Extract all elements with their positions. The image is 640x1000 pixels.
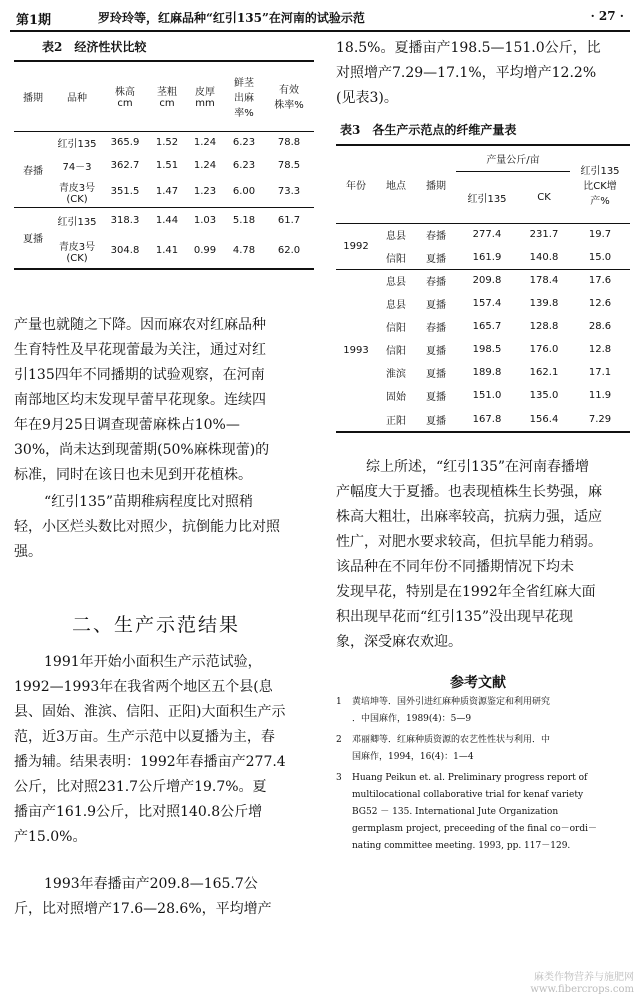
table3-th-ck: CK [537,191,551,203]
table3-cell: 12.8 [588,344,612,355]
table3-th-yield-group: 产量公斤/亩 [456,145,570,171]
th-line: 红引135 [580,165,620,177]
table2-cell: 362.7 [110,160,140,171]
table3-cell: 信阳 [386,346,406,357]
text-line: 性广，对肥水要求较高，但抗旱能力稍弱。 [336,534,602,550]
table2-cell: 1.41 [155,245,179,256]
page-number: · 27 · [590,9,624,23]
table3-cell: 夏播 [426,369,446,380]
table3-cell: 息县 [386,300,406,311]
left-paragraph-3 [14,650,286,850]
left-paragraph-2 [14,490,280,565]
table-row [336,292,630,315]
table3-header-row [336,145,630,171]
table2-th-fiber [224,61,264,131]
table3-cell: 19.7 [588,229,612,241]
text-line: 南部地区均末发现早蕾早花现象。连续四 [14,392,266,408]
table3-cell: 春播 [426,277,446,289]
table3-cell: 176.0 [529,344,559,355]
variety-line: 青皮3号 [58,182,96,194]
table3-cell: 信阳 [386,323,406,334]
right-paragraph-1 [336,36,601,111]
table2-cell: 6.23 [232,137,256,149]
references-title: 参考文献 [450,675,506,691]
table2-th-height [102,61,148,131]
table2-variety: 红引135 [57,216,97,228]
text-line: 年在9月25日调查现蕾麻株占10%— [14,417,240,433]
text-line: 生育特性及早花现蕾最为关注，通过对红 [14,342,266,358]
reference-line: Huang Peikun et. al. Preliminary progress report of [352,773,588,783]
th-line: mm [195,98,215,110]
table2-variety [52,177,102,207]
watermark-line: www.fibercrops.com [530,984,634,995]
table3-cell: 正阳 [386,415,406,427]
table2-cell: 1.44 [155,214,179,226]
th-line: 茎粗 [157,87,177,99]
table2-cell: 4.78 [232,245,256,256]
table3-cell: 161.9 [472,251,502,263]
table3-caption: 表3 各生产示范点的纤维产量表 [340,123,517,137]
table3-cell: 夏播 [426,346,446,357]
table2-th-bark [186,61,224,131]
reference-line: 国麻作，1994，16(4)：1—4 [352,752,474,762]
table3-cell: 178.4 [529,275,559,287]
text-line: “红引135”苗期稚病程度比对照稍 [44,494,254,510]
section-title: 二、生产示范结果 [72,614,241,636]
table-row [14,131,314,154]
watermark [530,972,634,996]
text-line: 范，近3万亩。生产示范中以夏播为主，春 [14,729,275,745]
table3-cell: 春播 [426,323,446,334]
table3-cell: 140.8 [529,251,559,263]
reference-item [336,694,632,728]
table2-cell: 1.24 [193,137,217,149]
table3-th-hy: 红引135 [467,193,507,205]
table2-cell: 61.7 [277,214,301,226]
table2-cell: 1.03 [193,214,217,226]
text-line: 公斤，比对照231.7公斤增产19.7%。夏 [14,779,267,795]
reference-line: germplasm project, preceeding of the final co－ordi－ [352,824,597,834]
table2-cell: 62.0 [277,245,301,256]
table3-cell: 162.1 [529,367,559,378]
table2-variety [52,233,102,269]
th-line: 鲜茎 [234,77,254,89]
text-line: 综上所述，“红引135”在河南春播增 [366,459,590,475]
text-line: 标准，同时在该日也未见到开花植株。 [14,467,252,483]
table3-cell: 17.1 [588,367,612,378]
running-title: 罗玲玲等，红麻品种“红引135”在河南的试验示范 [98,11,365,25]
left-paragraph-1 [14,313,269,488]
table3-cell: 167.8 [472,413,502,425]
text-line: 轻，小区烂头数比对照少，抗倒能力比对照 [14,519,280,535]
table2 [14,60,314,270]
table-row [336,246,630,269]
table-row [336,269,630,292]
table2-cell: 1.52 [155,137,179,149]
text-line: 1993年春播亩产209.8—165.7公 [44,876,258,892]
text-line: 象，深受麻农欢迎。 [336,634,462,650]
th-line: 株高 [115,87,135,99]
table3-th-year: 年份 [336,145,376,223]
th-line: 皮厚 [195,87,215,99]
table2-cell: 0.99 [193,245,217,256]
text-line: 对照增产7.29—17.1%，平均增产12.2% [336,65,597,81]
text-line: 株高大粗壮，出麻率较高，抗病力强，适应 [336,509,602,525]
text-line: 播为辅。结果表明：1992年春播亩产277.4 [14,754,286,770]
table-row [14,154,314,177]
table-row [14,233,314,269]
table-row [336,338,630,361]
table3-cell: 135.0 [529,390,559,401]
table3-cell: 277.4 [472,229,502,241]
text-line: 18.5%。夏播亩产198.5—151.0公斤，比 [336,40,601,56]
issue-label: 第1期 [16,13,52,28]
table3-cell: 夏播 [426,253,446,265]
table3-cell: 息县 [386,231,406,243]
table3-cell: 信阳 [386,253,406,265]
table2-cell: 6.23 [232,160,256,171]
table2-header-row [14,61,314,131]
reference-number: 1 [336,697,342,707]
text-line: 引135四年不同播期的试验观察，在河南 [14,367,265,383]
reference-number: 2 [336,735,342,745]
table-row [14,177,314,207]
table3-cell: 151.0 [472,390,502,401]
table3-cell: 128.8 [529,321,559,332]
th-line: 率% [234,107,254,119]
text-line: 积出现早花而“红引135”没出现早花现 [336,609,574,625]
reference-line: multilocational collaborative trial for kenaf variety [352,790,584,800]
table3-cell: 139.8 [529,298,559,309]
table3-cell: 209.8 [472,275,502,287]
text-line: 播亩产161.9公斤，比对照140.8公斤增 [14,804,263,820]
text-line: 发现早花，特别是在1992年全省红麻大面 [336,584,596,600]
table2-th-effective [264,61,314,131]
table3-year: 1992 [343,240,369,252]
table3-cell: 198.5 [472,344,502,355]
table3-cell: 17.6 [588,275,612,287]
text-line: 1992—1993年在我省两个地区五个县(息 [14,679,273,695]
table3-th-increase [570,145,630,223]
table2-cell: 78.8 [277,137,301,149]
th-line: 株率% [274,100,304,112]
table2-cell: 1.24 [193,160,217,171]
table-row [336,223,630,246]
table3 [336,144,630,433]
table2-cell: 78.5 [277,160,301,171]
text-line: 30%，尚未达到现蕾期(50%麻株现蕾)的 [14,442,270,458]
table3-cell: 淮滨 [386,369,406,380]
table-row [336,361,630,384]
text-line: 斤，比对照增产17.6—28.6%，平均增产 [14,901,272,917]
table2-variety: 红引135 [57,139,97,151]
table3-th-site: 地点 [376,145,416,223]
table3-cell: 夏播 [426,300,446,311]
table2-caption: 表2 经济性状比较 [42,40,147,54]
text-line: 县、固始、淮滨、信阳、正阳)大面积生产示 [14,704,286,720]
table2-cell: 304.8 [110,245,140,256]
reference-number: 3 [336,773,342,783]
table2-cell: 1.23 [193,186,217,198]
table-row [336,315,630,338]
table2-th-season: 播期 [23,92,43,104]
reference-line: ．中国麻作，1989(4)：5—9 [352,714,472,724]
table2-variety: 74－3 [62,162,92,173]
reference-line: BG52 － 135. International Jute Organization [352,807,559,817]
table2-cell: 1.47 [155,186,179,198]
table2-season: 春播 [23,165,43,177]
table-row [14,207,314,233]
th-line: cm [159,98,175,110]
text-line: (见表3)。 [336,90,398,106]
variety-line: (CK) [66,252,88,264]
table3-cell: 189.8 [472,367,502,378]
table3-cell: 夏播 [426,392,446,403]
reference-item [336,770,632,855]
table2-cell: 318.3 [110,214,140,226]
text-line: 产幅度大于夏播。也表现植株生长势强，麻 [336,484,602,500]
table3-year: 1993 [343,344,369,356]
table-row [336,384,630,407]
table3-cell: 156.4 [529,413,559,425]
variety-line: 青皮3号 [58,241,96,253]
text-line: 1991年开始小面积生产示范试验， [44,654,262,670]
th-line: 比CK增 [583,180,617,192]
table3-cell: 15.0 [588,251,612,263]
watermark-line: 麻类作物营养与施肥网 [534,972,634,983]
table3-cell: 固始 [386,392,406,403]
right-paragraph-2 [336,455,602,655]
th-line: 出麻 [234,92,254,104]
reference-item [336,732,632,766]
th-line: 有效 [279,85,299,97]
running-header [10,6,630,32]
text-line: 强。 [14,544,42,560]
reference-line: 黄培坤等．国外引进红麻种质资源鉴定和利用研究 [352,697,551,707]
table2-cell: 73.3 [277,186,301,198]
table3-cell: 157.4 [472,298,502,309]
table3-cell: 息县 [386,277,406,289]
table3-cell: 28.6 [588,321,612,332]
table2-cell: 1.51 [155,160,179,171]
th-line: 产% [590,195,610,207]
table3-cell: 春播 [426,231,446,243]
table2-th-variety: 品种 [67,92,87,104]
table3-cell: 11.9 [588,390,612,401]
references-list [336,694,632,859]
table2-cell: 365.9 [110,137,140,149]
table2-cell: 6.00 [232,186,256,198]
table2-season: 夏播 [23,234,43,246]
table3-cell: 夏播 [426,415,446,427]
table3-cell: 12.6 [588,298,612,309]
variety-line: (CK) [66,193,88,205]
table3-cell: 165.7 [472,321,502,332]
text-line: 产量也就随之下降。因而麻农对红麻品种 [14,317,266,333]
left-paragraph-4 [14,872,272,922]
reference-line: nating committee meeting. 1993, pp. 117－129. [352,841,571,851]
table-row [336,407,630,432]
text-line: 该品种在不同年份不同播期情况下均未 [336,559,574,575]
th-line: cm [117,98,133,110]
table2-cell: 351.5 [110,186,140,198]
table2-th-stem [148,61,186,131]
table3-th-season: 播期 [416,145,456,223]
table2-cell: 5.18 [232,214,256,226]
text-line: 产15.0%。 [14,829,87,845]
table3-cell: 7.29 [588,413,612,425]
reference-line: 邓丽卿等．红麻种质资源的农艺性性状与利用．中 [352,735,551,745]
table3-cell: 231.7 [529,229,559,241]
